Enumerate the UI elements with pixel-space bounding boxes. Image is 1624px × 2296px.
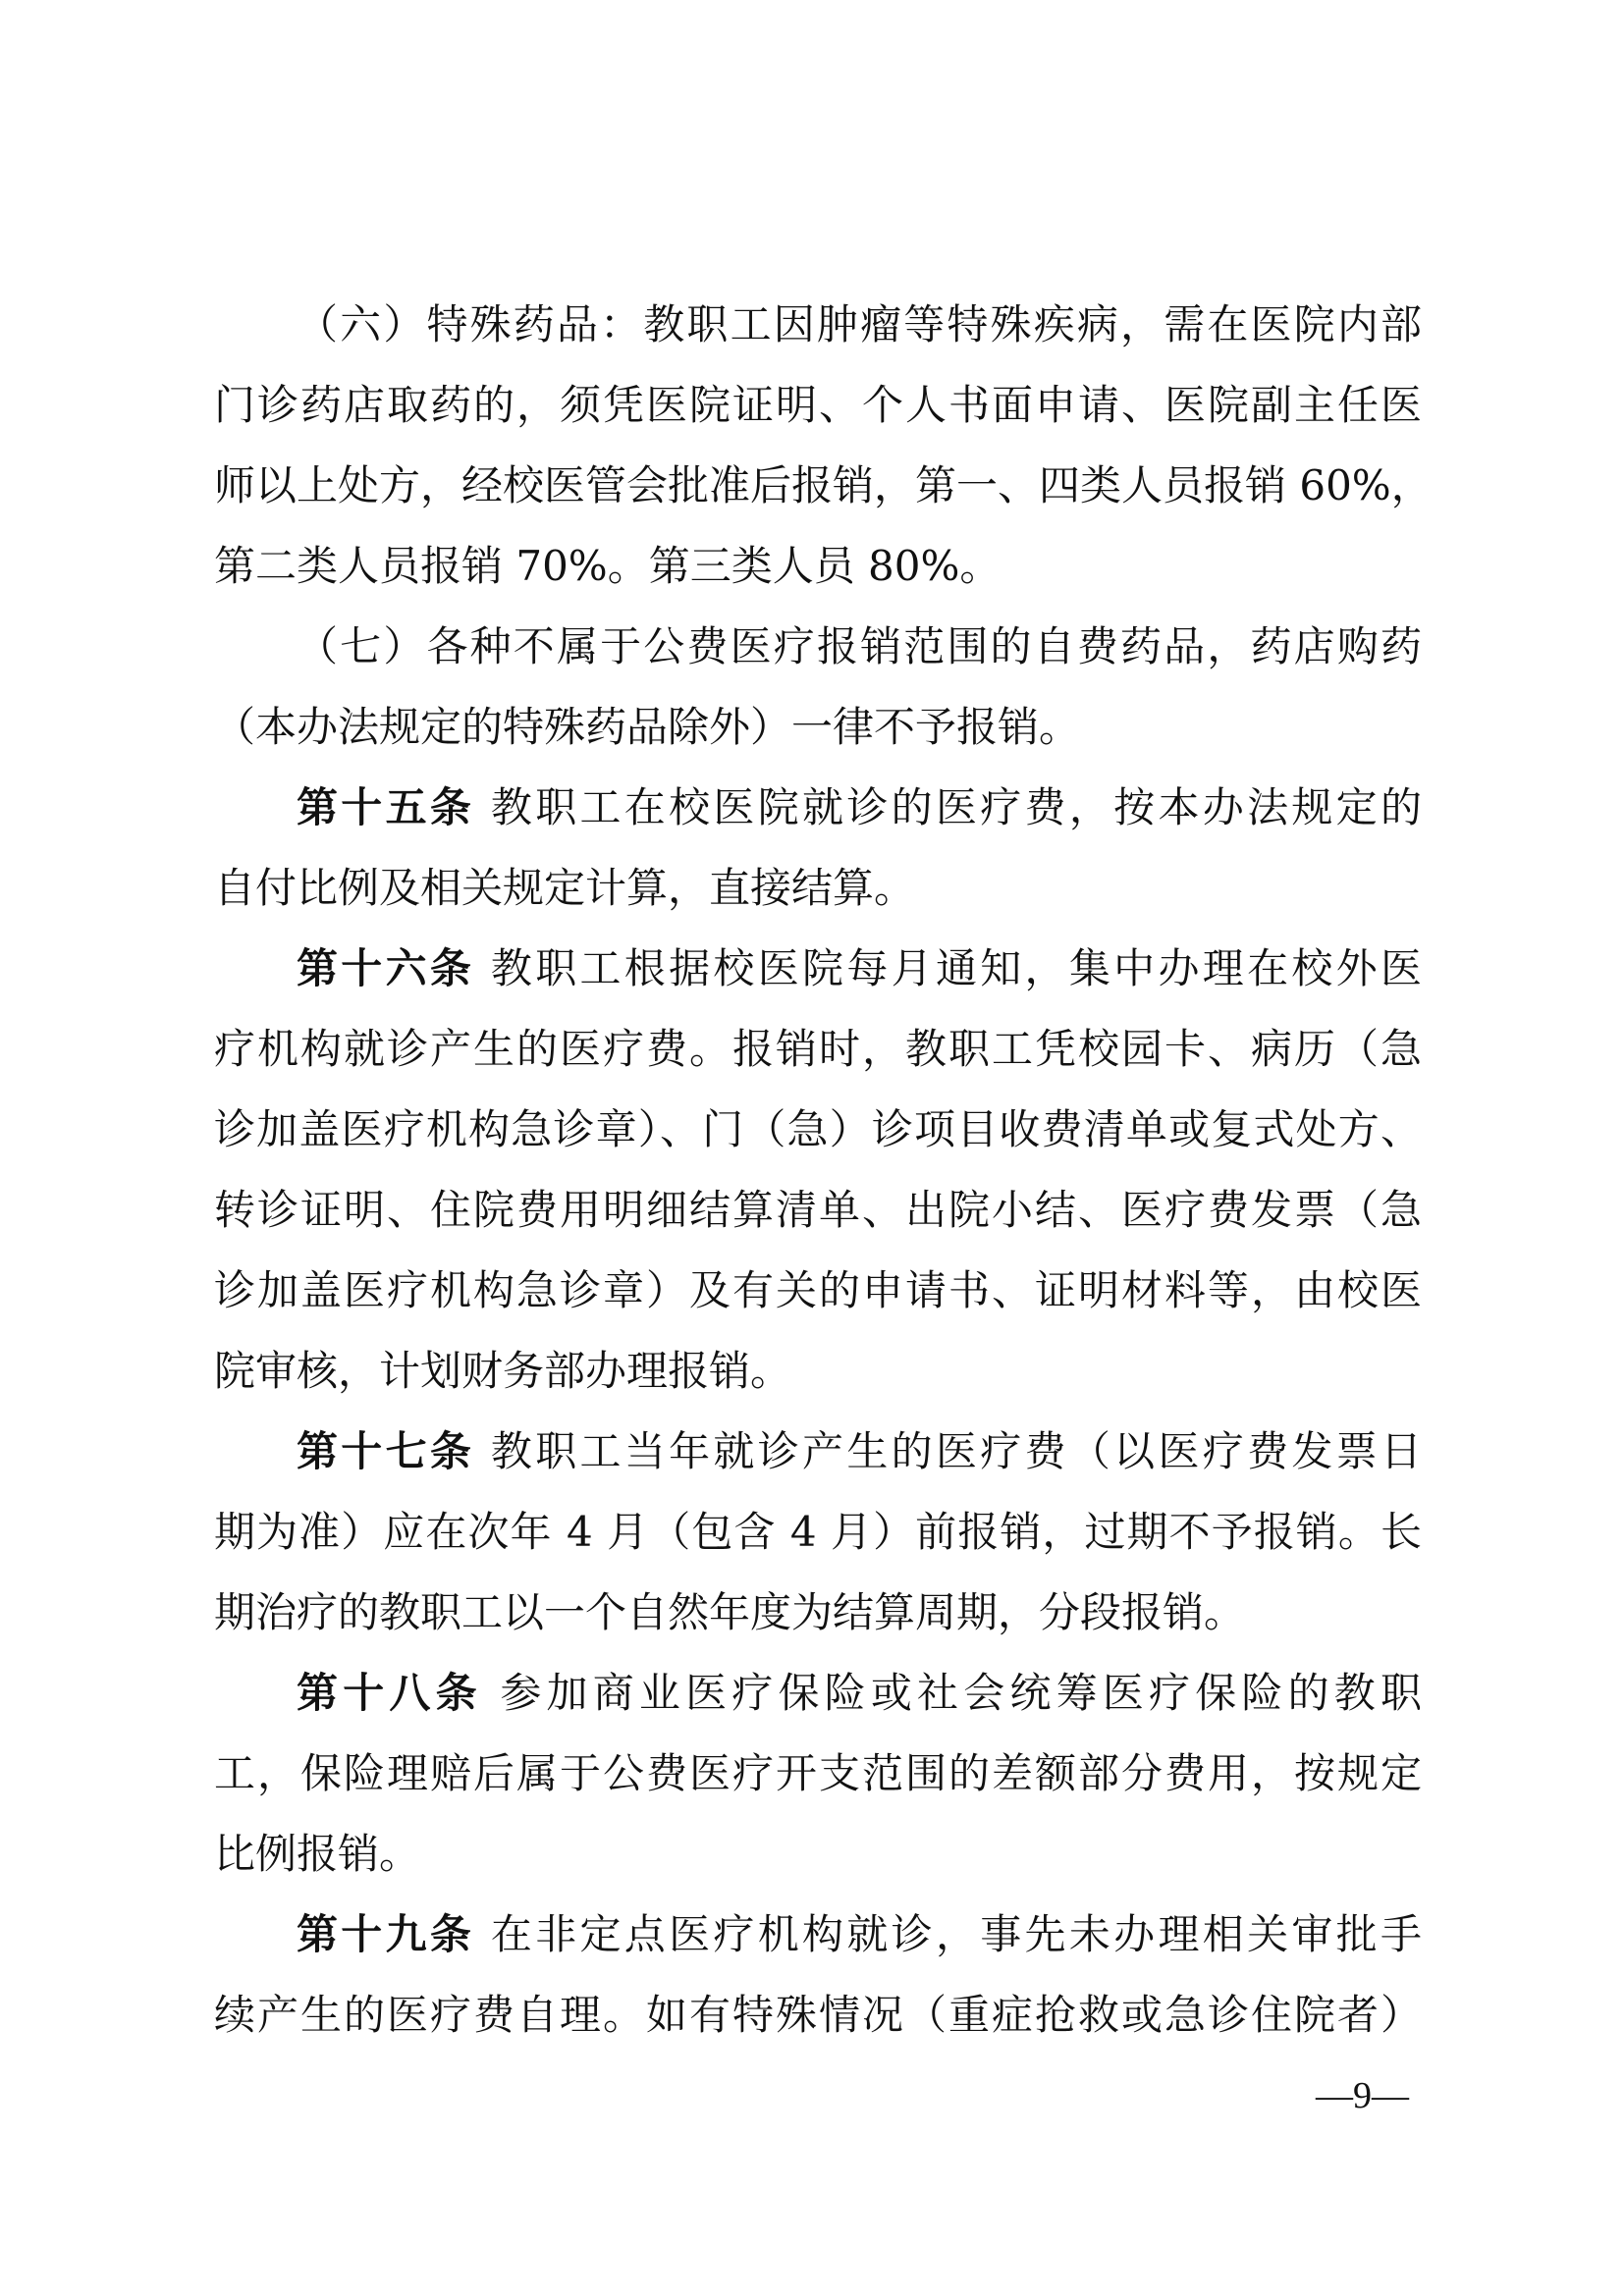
article-16-line-1: 第十六条 教职工根据校医院每月通知，集中办理在校外医 [297,944,1422,992]
article-16-line-6: 院审核，计划财务部办理报销。 [214,1347,792,1395]
paragraph-1-line-4: 第二类人员报销 70%。第三类人员 80%。 [214,542,1001,590]
article-19-line-1: 第十九条 在非定点医疗机构就诊，事先未办理相关审批手 [297,1910,1422,1958]
article-16-heading: 第十六条 [297,944,475,992]
article-17-line-3: 期治疗的教职工以一个自然年度为结算周期，分段报销。 [214,1588,1246,1636]
article-18-line-2: 工，保险理赔后属于公费医疗开支范围的差额部分费用，按规定 [214,1749,1422,1797]
paragraph-2-line-1: （七）各种不属于公费医疗报销范围的自费药品，药店购药 [297,622,1422,670]
paragraph-1-line-2: 门诊药店取药的，须凭医院证明、个人书面申请、医院副主任医 [214,381,1422,429]
article-15-heading: 第十五条 [297,783,475,831]
article-16-line-5: 诊加盖医疗机构急诊章）及有关的申请书、证明材料等，由校医 [214,1266,1422,1314]
article-16-line-2: 疗机构就诊产生的医疗费。报销时，教职工凭校园卡、病历（急 [214,1025,1422,1073]
article-17-line-2: 期为准）应在次年 4 月（包含 4 月）前报销，过期不予报销。长 [214,1508,1422,1556]
article-18-heading: 第十八条 [297,1669,482,1717]
article-15-line-1: 第十五条 教职工在校医院就诊的医疗费，按本办法规定的 [297,783,1422,831]
article-17-line-1: 第十七条 教职工当年就诊产生的医疗费（以医疗费发票日 [297,1427,1422,1475]
article-17-heading: 第十七条 [297,1427,475,1475]
article-18-line-3: 比例报销。 [214,1830,421,1878]
article-16-line-4: 转诊证明、住院费用明细结算清单、出院小结、医疗费发票（急 [214,1186,1422,1234]
page-number: —9— [1316,2075,1409,2116]
article-16-line-3: 诊加盖医疗机构急诊章）、门（急）诊项目收费清单或复式处方、 [214,1105,1422,1153]
article-18-line-1: 第十八条 参加商业医疗保险或社会统筹医疗保险的教职 [297,1669,1422,1717]
paragraph-2-line-2: （本办法规定的特殊药品除外）一律不予报销。 [214,703,1081,751]
paragraph-1-line-1: （六）特殊药品：教职工因肿瘤等特殊疾病，需在医院内部 [297,300,1422,348]
article-19-heading: 第十九条 [297,1910,475,1958]
paragraph-1-line-3: 师以上处方，经校医管会批准后报销，第一、四类人员报销 60%， [214,461,1433,509]
article-15-line-2: 自付比例及相关规定计算，直接结算。 [214,864,916,912]
article-19-line-2: 续产生的医疗费自理。如有特殊情况（重症抢救或急诊住院者） [214,1991,1422,2039]
